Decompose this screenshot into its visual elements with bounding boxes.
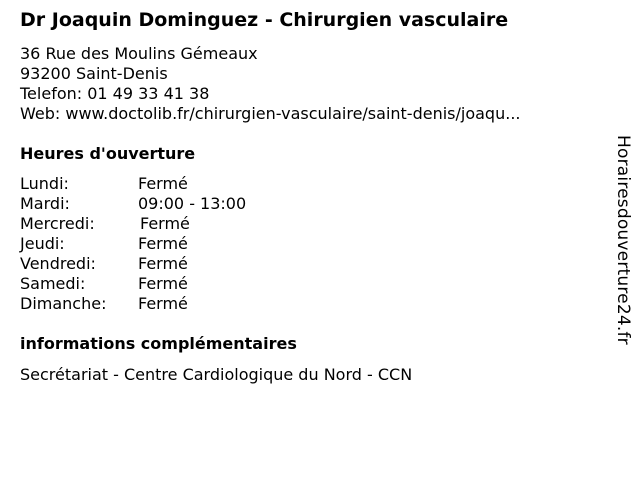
day-label: Dimanche: [20, 294, 107, 313]
day-label: Lundi: [20, 174, 69, 193]
opening-hours-heading: Heures d'ouverture [20, 144, 196, 163]
additional-info-text: Secrétariat - Centre Cardiologique du Nord - CCN [20, 365, 413, 384]
hours-value: Fermé [138, 234, 188, 253]
hours-row-wednesday [20, 214, 246, 234]
hours-value: Fermé [138, 274, 188, 293]
site-brand-vertical: Horairesdouverture24.fr [613, 135, 633, 345]
additional-info-heading: informations complémentaires [20, 334, 297, 353]
hours-value: Fermé [138, 254, 188, 273]
hours-row-tuesday [20, 194, 246, 214]
day-label: Jeudi: [20, 234, 65, 253]
address-block [20, 44, 520, 124]
website-link[interactable]: Web: www.doctolib.fr/chirurgien-vasculaire/saint-denis/joaqu... [20, 104, 521, 123]
day-label: Mercredi: [20, 214, 95, 233]
opening-hours-table [20, 174, 246, 314]
hours-row-sunday [20, 294, 246, 314]
street-address: 36 Rue des Moulins Gémeaux [20, 44, 258, 63]
hours-row-thursday [20, 234, 246, 254]
hours-row-saturday [20, 274, 246, 294]
day-label: Vendredi: [20, 254, 96, 273]
day-label: Mardi: [20, 194, 70, 213]
hours-value: Fermé [140, 214, 190, 233]
day-label: Samedi: [20, 274, 86, 293]
hours-value: 09:00 - 13:00 [138, 194, 247, 213]
hours-value: Fermé [138, 294, 188, 313]
hours-row-friday [20, 254, 246, 274]
city-address: 93200 Saint-Denis [20, 64, 168, 83]
phone-number[interactable]: Telefon: 01 49 33 41 38 [20, 84, 210, 103]
hours-row-monday [20, 174, 246, 194]
hours-value: Fermé [138, 174, 188, 193]
page-title: Dr Joaquin Dominguez - Chirurgien vasculaire [20, 9, 509, 31]
